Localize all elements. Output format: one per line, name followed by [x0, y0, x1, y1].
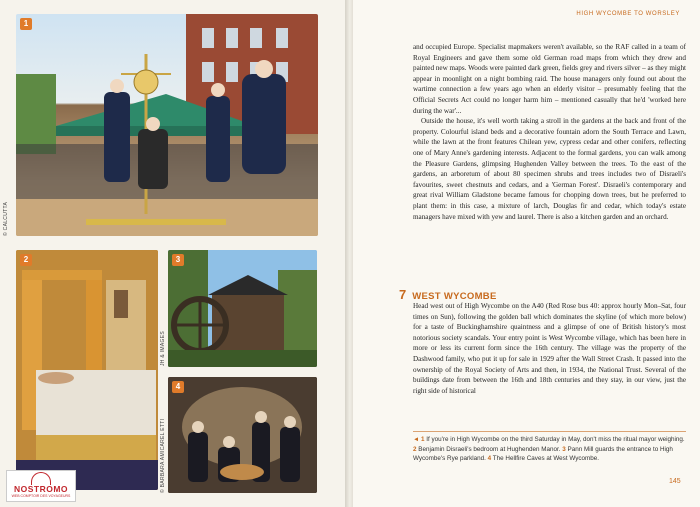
photo-hellfire-caves [168, 377, 317, 493]
mill-illustration [168, 250, 317, 367]
photo-4-credit: © BARBARA AMICAREL ETTI [160, 418, 166, 493]
paragraph-2: Outside the house, it's well worth taking a stroll in the gardens at the back and front of the property. Colourful island beds and a decorative fountain adorn the South Terrace and Lawn, while the lawn at the front features Chilean yew, cypress cedar and other conifers, reflecting one of Mary Anne's gardening interests. Adjacent to the formal gardens, you can walk among the Pleasure Gardens, glimpsing Hughenden Valley between the trees. To the east of the gardens, an arboretum of about 80 specimen shrubs and trees includes two of Disraeli's favourites, sweet chestnuts and cedars, and a 'German Forest'. Disraeli's contemporary and great rival William Gladstone became famous for chopping down trees, but he preferred to plant them: in this case, a mixture of larch, Douglas fir and cedar, which today's estate managers have mixed with yew and laurel. There is also a kitchen garden and an orchard. [413, 117, 686, 221]
caption-text-1: If you're in High Wycombe on the third Saturday in May, don't miss the ritual mayor weighing. [426, 436, 685, 443]
photo-2-badge: 2 [20, 254, 32, 266]
photo-3-badge: 3 [172, 254, 184, 266]
photo-1-credit: © CALCUTTA [3, 201, 9, 236]
book-gutter [345, 0, 353, 507]
section-number: 7 [399, 287, 407, 302]
photo-1-badge: 1 [20, 18, 32, 30]
caves-illustration [168, 377, 317, 493]
mayor-weighing-illustration [16, 14, 318, 236]
photo-disraeli-bedroom [16, 250, 158, 490]
paragraph-1: and occupied Europe. Specialist mapmakers weren't available, so the RAF called in a team of Royal Engineers and gave them some old German road maps from which they drew and painted new maps. Woods were painted dark green, fields grey and rivers silver – as they might appear in moonlight on a night bombing raid. The house managers only found out about the wartime connection a few years ago when an elderly visitor – presumably feeling that the Official Secrets Act could no longer harm him – mentioned casually that he'd 'worked here during the war'... [413, 43, 686, 115]
body-text-top [413, 42, 686, 222]
photo-captions [413, 435, 686, 464]
caption-text-2: Benjamin Disraeli's bedroom at Hughenden Manor. [418, 445, 561, 453]
photo-3-credit: JH & IMAGES [160, 331, 166, 366]
caption-text-4: The Hellfire Caves at West Wycombe. [492, 455, 600, 463]
caption-number-3: 3 [562, 445, 566, 453]
caption-arrow-icon: ◄ [413, 436, 420, 443]
left-page [0, 0, 345, 507]
page-number: 145 [669, 478, 681, 485]
logo-subtitle: WEB COMPTOIR DES VOYAGEURS [11, 494, 71, 498]
caption-number-2: 2 [413, 445, 417, 453]
photo-pann-mill [168, 250, 317, 367]
body-text-section [413, 301, 686, 396]
section-title: WEST WYCOMBE [412, 291, 497, 302]
caption-number-1: 1 [420, 436, 425, 443]
caption-divider [413, 431, 686, 432]
caption-text-3: Pann Mill guards the entrance to High Wycombe's Rye parkland. [413, 445, 673, 463]
paragraph-3: Head west out of High Wycombe on the A40 (Red Rose bus 40: approx hourly Mon–Sat, four times on Sun), following the golden ball which dominates the skyline (of which more below) for a taste of Buckinghamshire quaintness and a glimpse of one of British history's most notorious society scandals. Your entry point is West Wycombe village, which has been here in more or less its current form since the 16th century. The village was the property of the Dashwood family, who put it up for sale in 1929 after the Wall Street Crash. It passed into the ownership of the Royal Society of Arts and then, in 1934, the National Trust. Several of the buildings date from between the 16th and 18th centuries and they stay, in our view, just the right side of historical [413, 302, 686, 395]
photo-mayor-weighing [16, 14, 318, 236]
right-page [353, 0, 700, 507]
nostromo-watermark-logo [6, 470, 76, 502]
logo-name: NOSTROMO [13, 484, 69, 494]
caption-number-4: 4 [487, 455, 492, 463]
running-head: HIGH WYCOMBE TO WORSLEY [576, 11, 680, 17]
bedroom-illustration [16, 250, 158, 490]
photo-4-badge: 4 [172, 381, 184, 393]
